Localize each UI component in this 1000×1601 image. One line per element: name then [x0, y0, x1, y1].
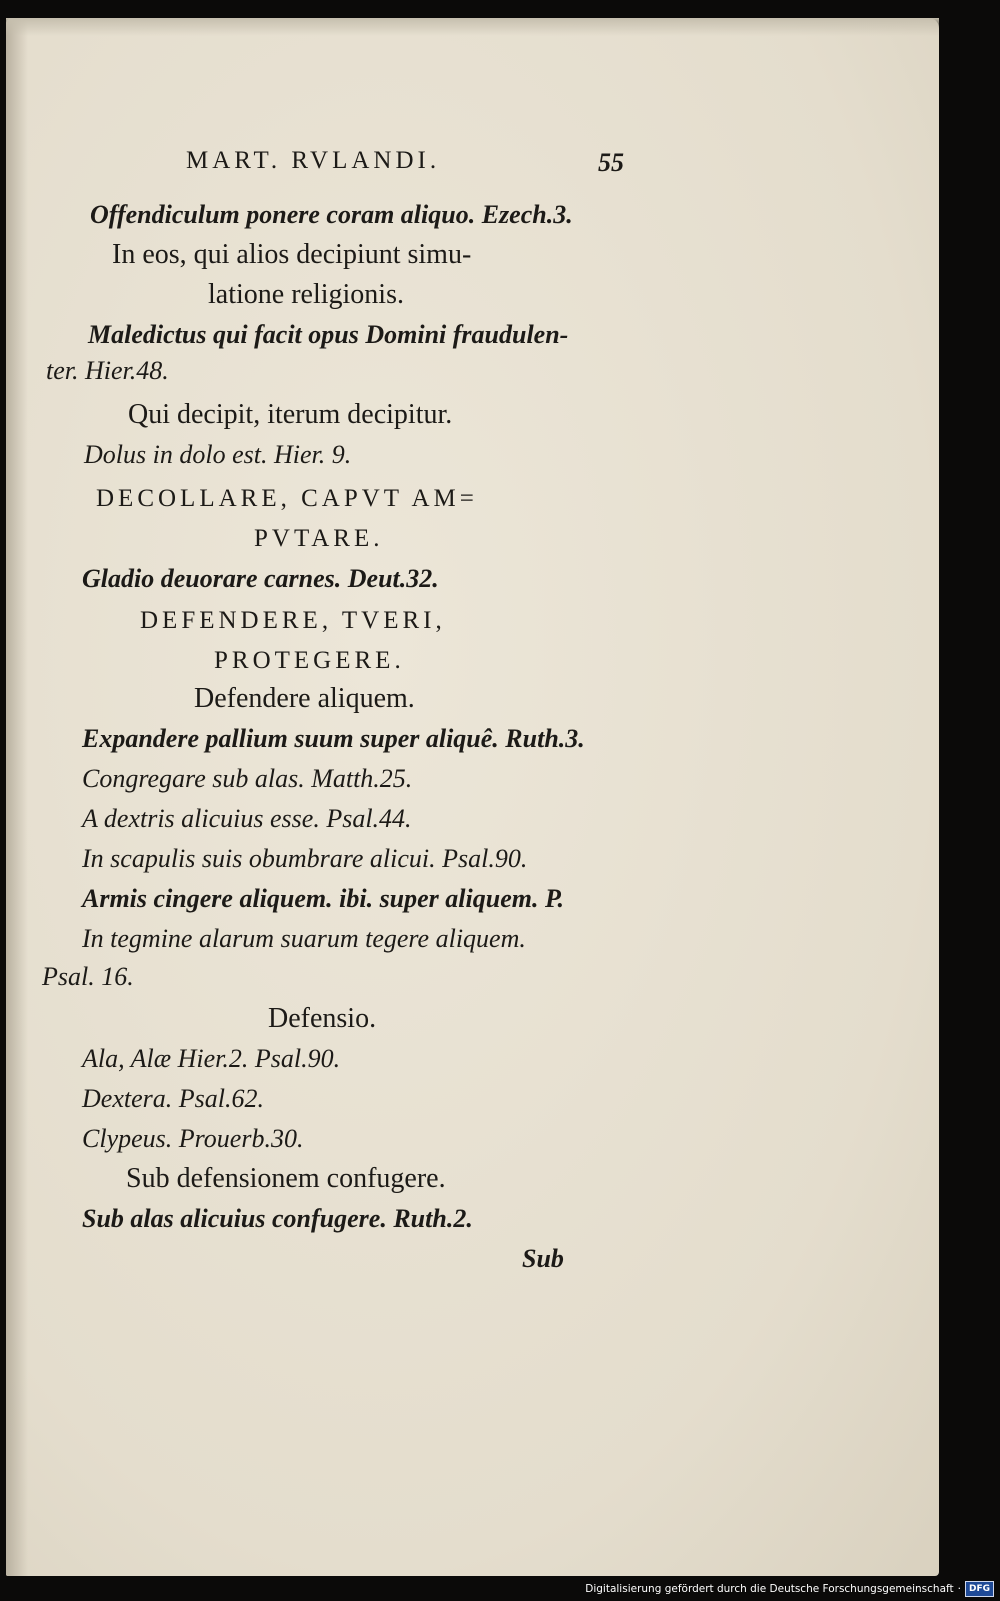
book-page	[6, 18, 939, 1576]
text-line: latione religionis.	[208, 279, 404, 310]
digitization-credit: Digitalisierung gefördert durch die Deutsche Forschungsgemeinschaft · DFG	[579, 1579, 994, 1599]
text-line: Gladio deuorare carnes. Deut.32.	[82, 564, 439, 593]
catchword: Sub	[522, 1244, 564, 1273]
section-heading: PVTARE.	[254, 525, 384, 552]
subheading: Sub defensionem confugere.	[126, 1163, 446, 1194]
text-line: Dolus in dolo est. Hier. 9.	[84, 440, 352, 469]
text-line: Maledictus qui facit opus Domini fraudulen-	[88, 320, 569, 349]
section-heading: PROTEGERE.	[214, 647, 405, 674]
text-line: A dextris alicuius esse. Psal.44.	[82, 804, 412, 833]
section-heading: DEFENDERE, TVERI,	[140, 607, 446, 634]
text-line: Qui decipit, iterum decipitur.	[128, 399, 453, 430]
text-line: In scapulis suis obumbrare alicui. Psal.90.	[82, 844, 528, 873]
credit-text: Digitalisierung gefördert durch die Deutsche Forschungsgemeinschaft	[585, 1583, 954, 1595]
dfg-logo-icon: DFG	[965, 1581, 994, 1597]
page-number: 55	[598, 148, 624, 177]
text-line: Dextera. Psal.62.	[82, 1084, 264, 1113]
page-top-shadow	[6, 18, 939, 36]
text-line: In eos, qui alios decipiunt simu-	[112, 239, 472, 270]
text-line: Ala, Alæ Hier.2. Psal.90.	[82, 1044, 341, 1073]
page-edge-shadow	[6, 18, 28, 1576]
text-line: Congregare sub alas. Matth.25.	[82, 764, 413, 793]
text-line: Expandere pallium suum super aliquê. Ruth.3.	[82, 724, 585, 753]
subheading: Defendere aliquem.	[194, 683, 415, 714]
text-line: Offendiculum ponere coram aliquo. Ezech.3.	[90, 200, 573, 229]
text-line: In tegmine alarum suarum tegere aliquem.	[82, 924, 526, 953]
subheading: Defensio.	[268, 1003, 377, 1034]
section-heading: DECOLLARE, CAPVT AM=	[96, 485, 478, 512]
text-line: Clypeus. Prouerb.30.	[82, 1124, 304, 1153]
text-line: Sub alas alicuius confugere. Ruth.2.	[82, 1204, 473, 1233]
text-line: Armis cingere aliquem. ibi. super aliquem. P.	[82, 884, 565, 913]
running-title: MART. RVLANDI.	[186, 147, 441, 174]
text-line: Psal. 16.	[42, 962, 134, 991]
text-line: ter. Hier.48.	[46, 356, 169, 385]
